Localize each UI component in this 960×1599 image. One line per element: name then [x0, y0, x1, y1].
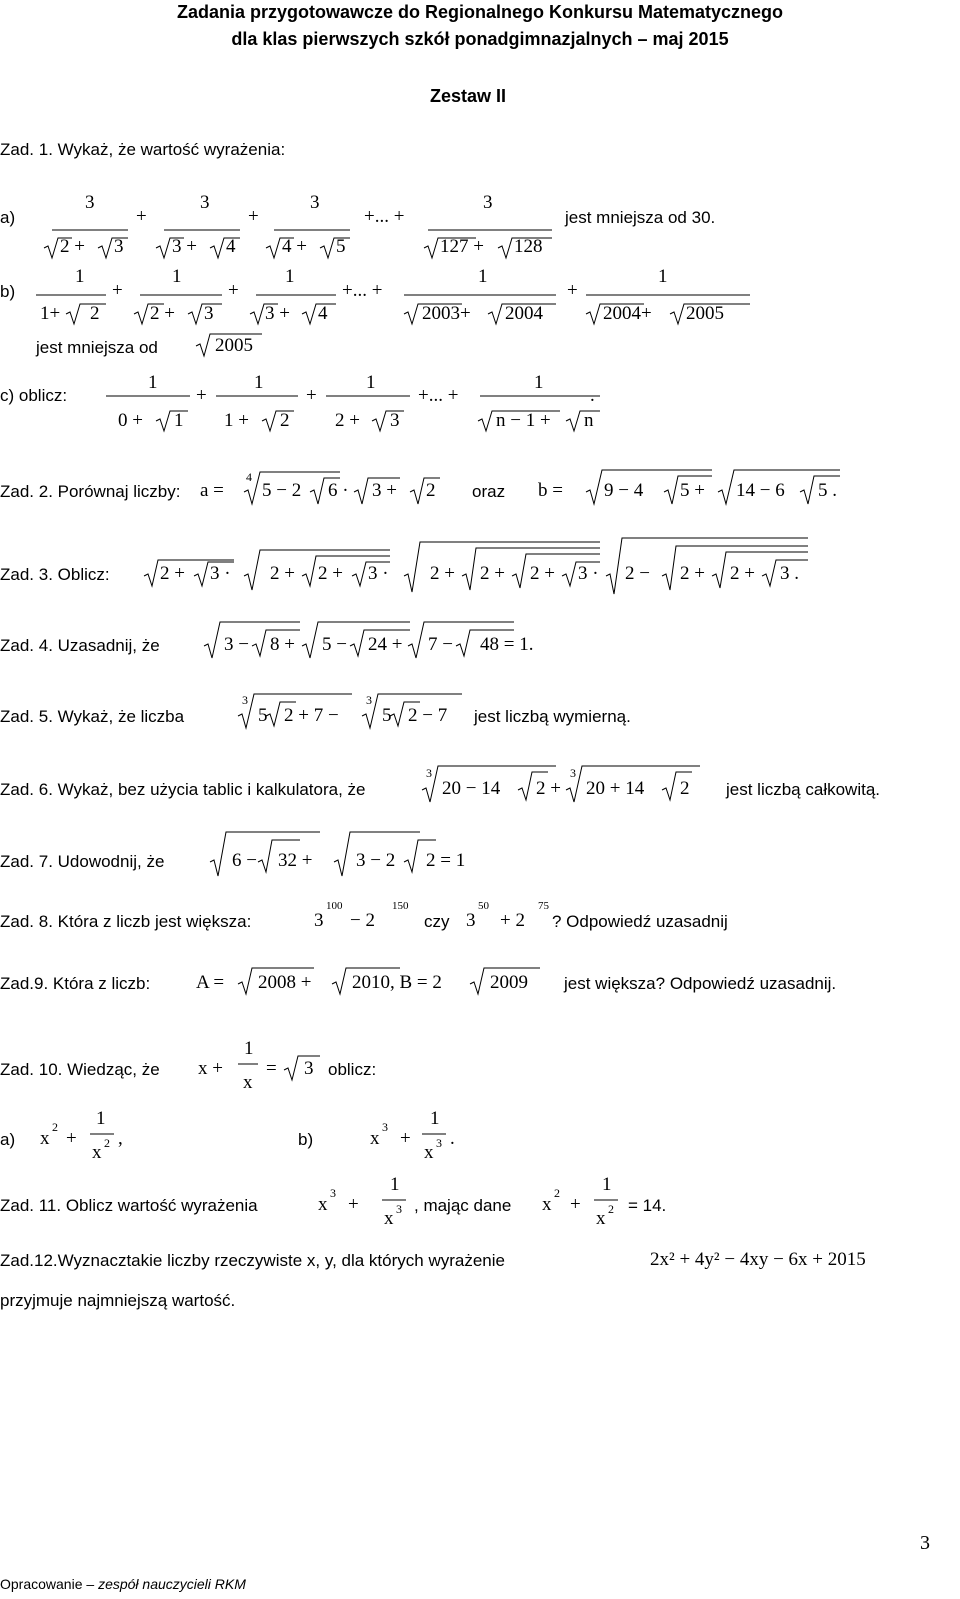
task9-title: Zad.9. Która z liczb: [0, 974, 151, 993]
task11-end: = 14. [628, 1196, 667, 1215]
task10-text: oblicz: [328, 1060, 377, 1079]
task6-text: jest liczbą całkowitą. [726, 780, 881, 799]
task11-mid: , mając dane [414, 1196, 512, 1215]
task2-title: Zad. 2. Porównaj liczby: [0, 482, 181, 501]
task12-line1: Zad.12.Wyznacztakie liczby rzeczywiste x, y, dla których wyrażenie [0, 1251, 505, 1270]
task1b-text: jest mniejsza od [36, 338, 158, 357]
doc-title-line1: Zadania przygotowawcze do Regionalnego Konkursu Matematycznego [176, 2, 784, 22]
task3-title: Zad. 3. Oblicz: [0, 565, 110, 584]
task6-title: Zad. 6. Wykaż, bez użycia tablic i kalkulatora, że [0, 780, 366, 799]
task10-title: Zad. 10. Wiedząc, że [0, 1060, 160, 1079]
footer-credit: Opracowanie – zespół nauczycieli RKM [0, 1576, 246, 1592]
doc-title-line2: dla klas pierwszych szkół ponadgimnazjalnych – maj 2015 [231, 29, 729, 49]
task8-text: ? Odpowiedź uzasadnij [552, 912, 728, 931]
task10a-label: a) [0, 1130, 16, 1149]
task1a-text: jest mniejsza od 30. [565, 208, 716, 227]
task1-title: Zad. 1. Wykaż, że wartość wyrażenia: [0, 140, 286, 159]
task4-title: Zad. 4. Uzasadnij, że [0, 636, 160, 655]
task1b-label: b) [0, 282, 16, 301]
task5-text: jest liczbą wymierną. [474, 707, 631, 726]
task8-czy: czy [424, 912, 450, 931]
task12-formula: 2x² + 4y² − 4xy − 6x + 2015 [650, 1249, 866, 1270]
task7-title: Zad. 7. Udowodnij, że [0, 852, 165, 871]
task12-line2: przyjmuje najmniejszą wartość. [0, 1291, 236, 1310]
task8-title: Zad. 8. Która z liczb jest większa: [0, 912, 252, 931]
task10b-label: b) [298, 1130, 314, 1149]
task1c-label: c) oblicz: [0, 386, 68, 405]
task2-oraz: oraz [472, 482, 506, 501]
task5-title: Zad. 5. Wykaż, że liczba [0, 707, 185, 726]
page-number: 3 [920, 1532, 930, 1554]
task1a-label: a) [0, 208, 16, 227]
task11-title: Zad. 11. Oblicz wartość wyrażenia [0, 1196, 258, 1215]
task1b-radicand: 2005 [215, 335, 253, 356]
set-title: Zestaw II [430, 86, 507, 106]
task9-text: jest większa? Odpowiedź uzasadnij. [564, 974, 837, 993]
